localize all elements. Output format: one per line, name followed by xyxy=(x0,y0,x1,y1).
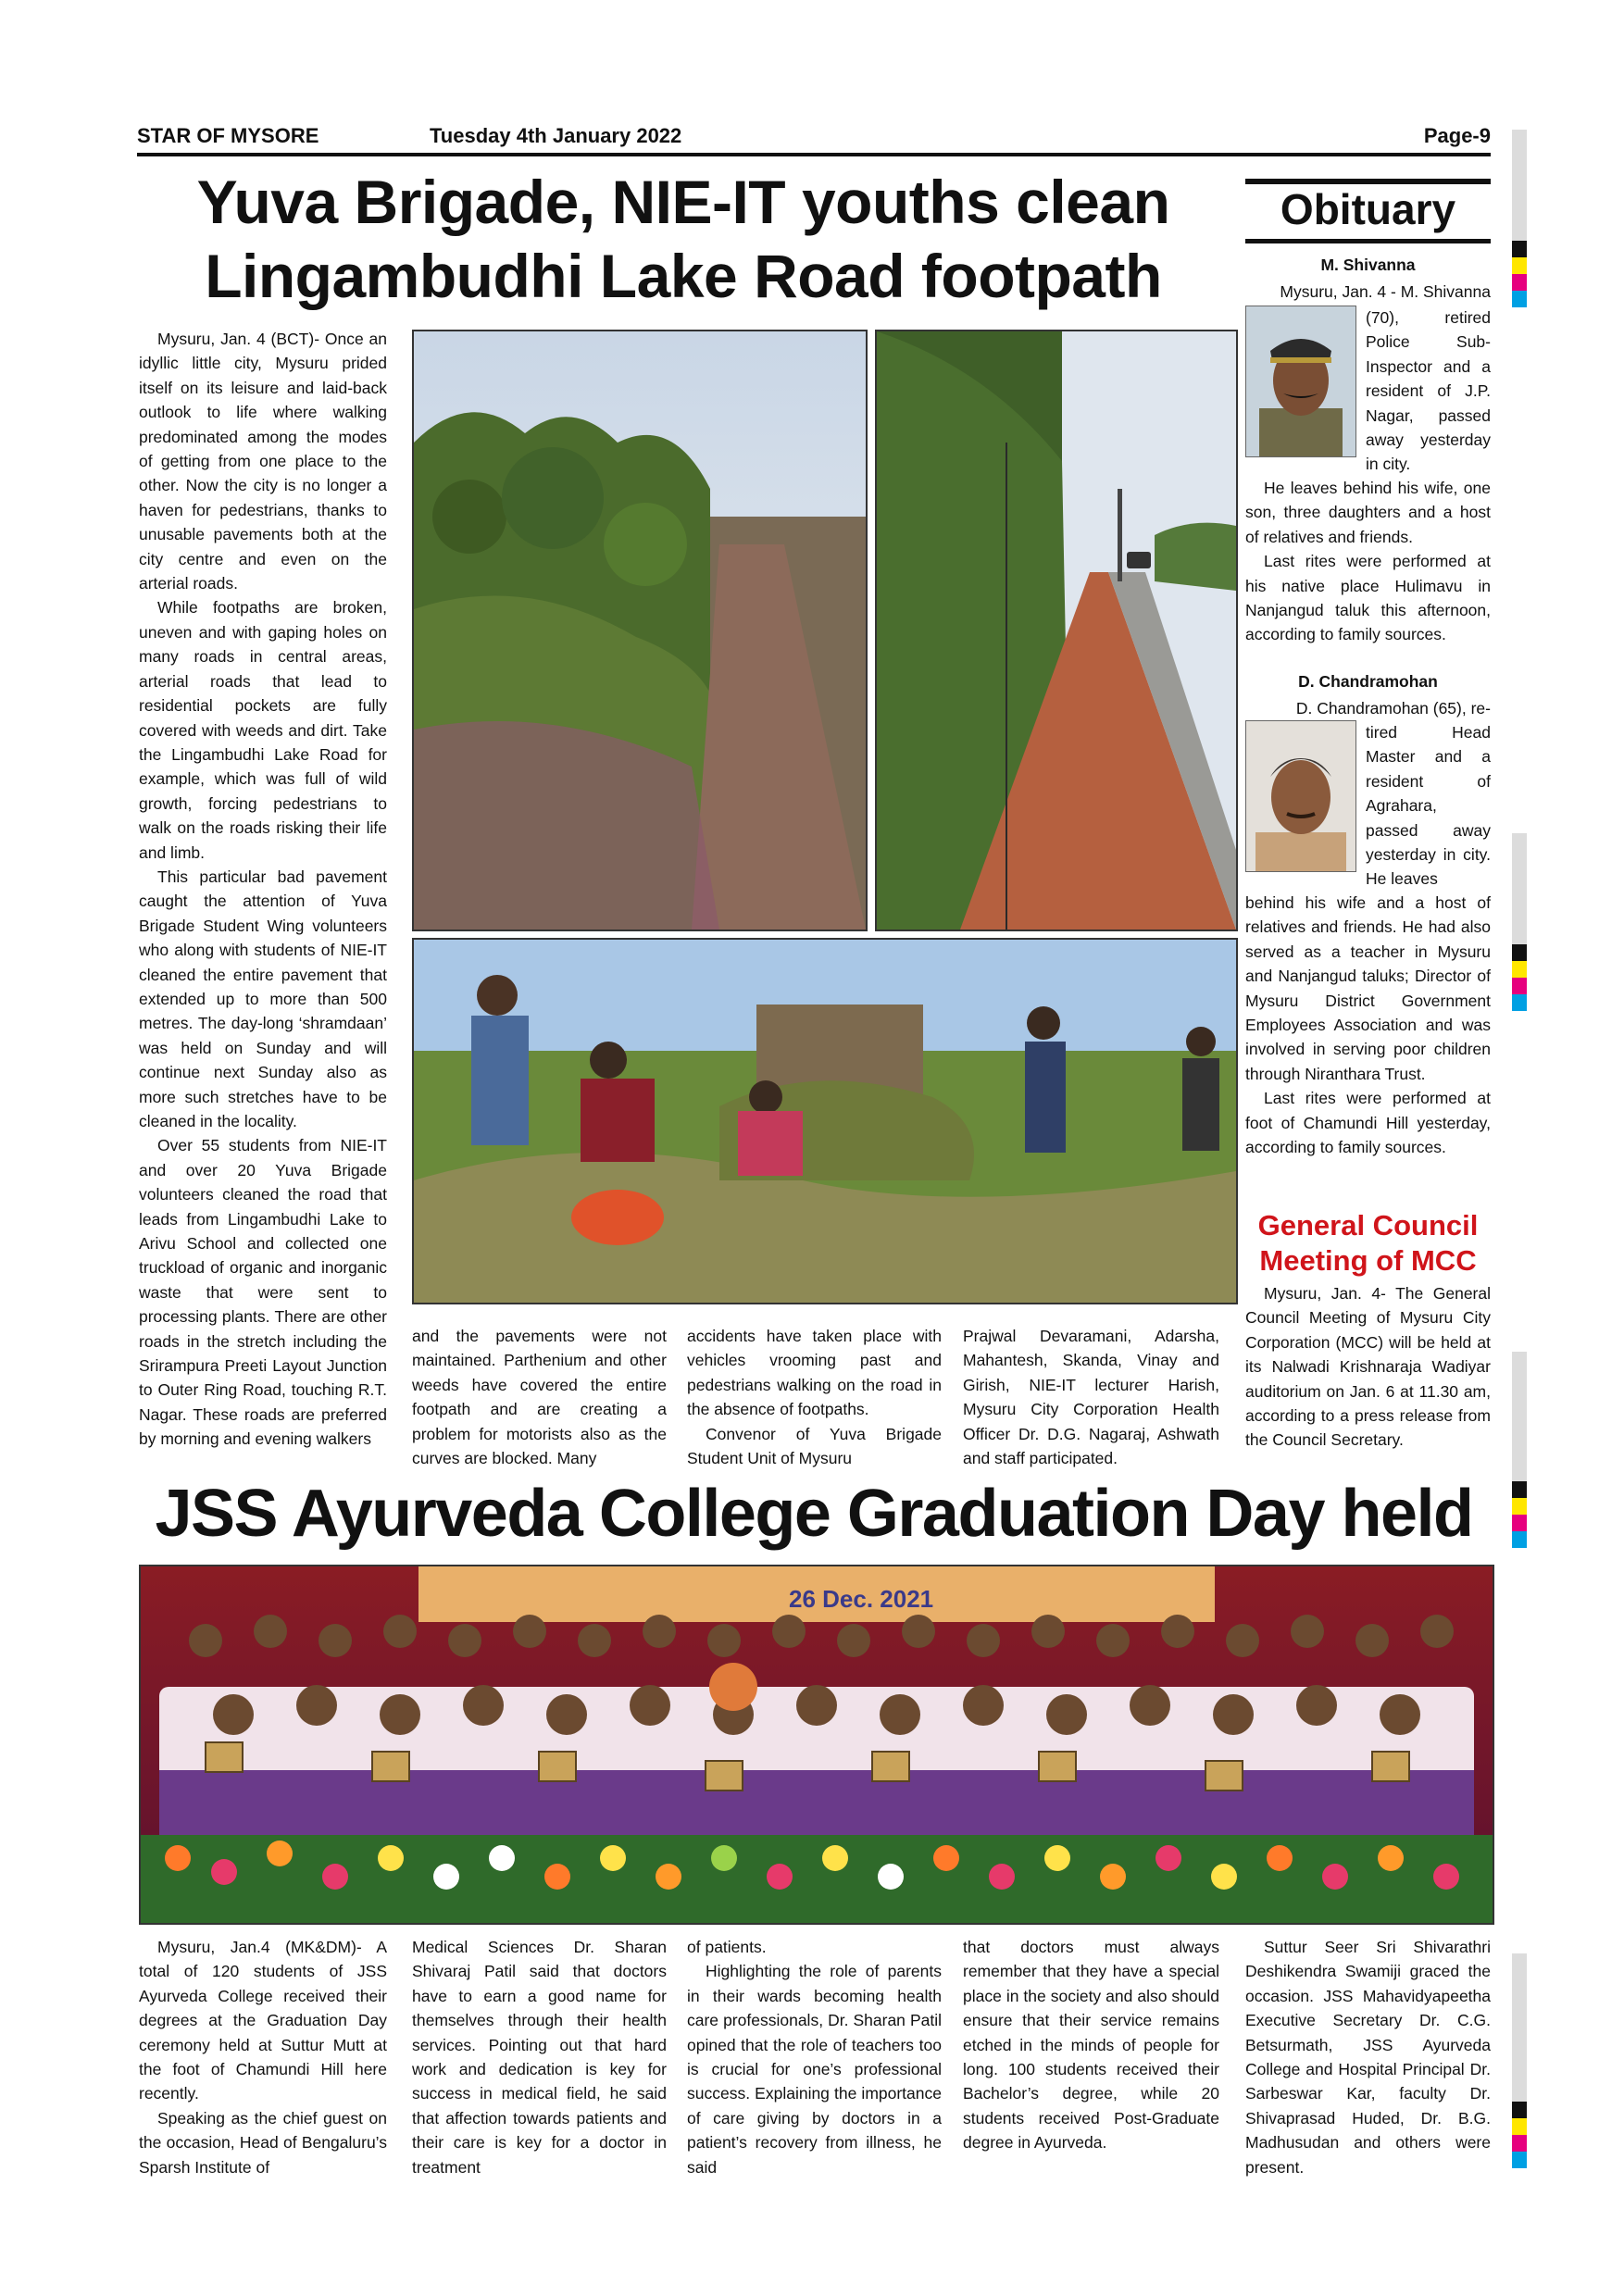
volunteers-cleaning-image xyxy=(414,940,1236,1303)
story2-column-1 xyxy=(139,1935,387,2179)
story1-paragraph: Prajwal Devaramani, Adarsha, Mahantesh, Skanda, Vinay and Girish, NIE-IT lecturer Harish, Mysuru City Corporation Health Officer Dr. D.G. Nagaraj, Ashwath and staff participated. xyxy=(963,1327,1219,1468)
registration-marks-1 xyxy=(1512,130,1527,307)
masthead xyxy=(137,120,1491,154)
notice-title: General Council Meeting of MCC xyxy=(1257,1209,1479,1277)
masthead-rule xyxy=(137,153,1491,156)
graduation-group-image xyxy=(141,1566,1493,1923)
story1-column-1 xyxy=(139,327,387,1452)
obituary-beside-2: tired Head Master and a resident of Agrahara, passed away yesterday in city. He leaves xyxy=(1366,723,1491,889)
story2-column-5 xyxy=(1245,1935,1491,2179)
story1-headline: Yuva Brigade, NIE-IT youths clean Lingambudhi Lake Road footpath xyxy=(196,168,1170,310)
story1-column-4 xyxy=(963,1324,1219,1470)
registration-marks-2 xyxy=(1512,833,1527,1011)
portrait-d-chandramohan xyxy=(1245,720,1356,872)
story2-column-2 xyxy=(412,1935,667,2179)
story2-column-4 xyxy=(963,1935,1219,2155)
banner-date-text: 26 Dec. 2021 xyxy=(789,1585,934,1613)
overgrown-footpath-image xyxy=(414,331,866,930)
portrait-m-shivanna xyxy=(1245,306,1356,457)
story2-paragraph: of patients. xyxy=(687,1938,767,1956)
story1-paragraph: This particular bad pavement caught the attention of Yuva Brigade Student Wing volunteers who along with students of NIE-IT cleaned the entire pavement that extended up to more than 500 metres. The day-long ‘shramdaan’ was held on Sunday and will continue next Sunday also as more such stretches have to be cleaned in the locality. xyxy=(139,867,387,1130)
obituary-text: Last rites were performed at his native place Hulimavu in Nanjangud taluk this afternoon, according to family sources. xyxy=(1245,552,1491,644)
obituary-rule-bottom xyxy=(1245,239,1491,243)
story2-paragraph: Mysuru, Jan.4 (MK&DM)- A total of 120 students of JSS Ayurveda College received their degrees at the Graduation Day ceremony held at Suttur Mutt at the foot of Chamundi Hill here recently. xyxy=(139,1938,387,2103)
story1-paragraph: accidents have taken place with vehicles vrooming past and pedestrians walking on the road in the absence of footpaths. xyxy=(687,1327,942,1419)
story1-paragraph: Over 55 students from NIE-IT and over 20 Yuva Brigade volunteers cleaned the road that leads from Lingambudhi Lake to Arivu School and collected one truckload of organic and inorganic waste that were sent to processing plants. There are other roads in the stretch including the Srirampura Preeti Layout Junction to Outer Ring Road, touching R.T. Nagar. These roads are preferred by morning and evening walkers xyxy=(139,1136,387,1449)
obituary-para-1b xyxy=(1245,476,1491,647)
obituary-text: He leaves behind his wife, one son, three daughters and a host of relatives and friends. xyxy=(1245,479,1491,546)
obituary-dateline-2: D. Chandramohan (65), re- xyxy=(1295,699,1491,718)
obituary-name-2: D. Chandramohan xyxy=(1298,672,1438,691)
photo-volunteers-cleaning xyxy=(412,938,1238,1304)
story2-headline: JSS Ayurveda College Graduation Day held xyxy=(155,1477,1473,1551)
page-number: Page-9 xyxy=(1423,124,1491,147)
obituary-text: behind his wife and a host of relatives and friends. He had also served as a teacher in Mysuru and Nanjangud taluks; Director of Mysuru District Government Employees Association and was involved in serving poor children through Niranthara Trust. xyxy=(1245,893,1491,1083)
issue-date: Tuesday 4th January 2022 xyxy=(430,124,682,147)
obituary-para-2b xyxy=(1245,891,1491,1159)
story1-column-3 xyxy=(687,1324,942,1470)
story1-column-2 xyxy=(412,1324,667,1470)
cleaned-footpath-image xyxy=(877,331,1236,930)
story2-paragraph: Medical Sciences Dr. Sharan Shivaraj Patil said that doctors have to earn a good name for themselves through their health services. Pointing out that hard work and dedication is key for success in medical field, he said that affection towards patients and their care is key for a doctor in treatment xyxy=(412,1938,667,2177)
obituary-dateline-1: Mysuru, Jan. 4 - M. Shivanna xyxy=(1280,282,1491,301)
story1-paragraph: While footpaths are broken, uneven and with gaping holes on many roads in central areas, arterial roads that lead to residential pockets are fully covered with weeds and dirt. Take the Lingambudhi Lake Road for example, which was full of wild growth, forcing pedestrians to walk on the roads risking their life and limb. xyxy=(139,598,387,862)
photo-graduation-group xyxy=(139,1565,1494,1925)
registration-marks-4 xyxy=(1512,1953,1527,2168)
obituary-title: Obituary xyxy=(1280,185,1456,233)
registration-marks-3 xyxy=(1512,1352,1527,1548)
notice-text: Mysuru, Jan. 4- The General Council Meeting of Mysuru City Corporation (MCC) will be held at its Nalwadi Krishnaraja Wadiyar auditorium on Jan. 6 at 11.30 am, according to a press release from the Council Secretary. xyxy=(1245,1284,1491,1450)
story2-paragraph: Speaking as the chief guest on the occasion, Head of Bengaluru’s Sparsh Institute of xyxy=(139,2108,387,2177)
story2-paragraph: Suttur Seer Sri Shivarathri Deshikendra Swamiji graced the occasion. JSS Mahavidyapeetha Executive Secretary Dr. C.G. Betsurmath, JSS Ayurveda College and Hospital Principal Dr. Sarbeswar Kar, faculty Dr. Shivaprasad Huded, Dr. B.G. Madhusudan and others were present. xyxy=(1245,1938,1491,2177)
photo-overgrown-footpath xyxy=(412,330,868,931)
obituary-name-1: M. Shivanna xyxy=(1320,256,1416,274)
story1-paragraph: Convenor of Yuva Brigade Student Unit of Mysuru xyxy=(687,1424,942,1468)
paper-name: STAR OF MYSORE xyxy=(137,124,319,147)
m-shivanna-photo xyxy=(1246,306,1355,456)
photo-cleaned-footpath xyxy=(875,330,1238,931)
story1-paragraph: Mysuru, Jan. 4 (BCT)- Once an idyllic little city, Mysuru prided itself on its leisure and laid-back outlook to life where walking predominated among the modes of getting from one place to the other. Now the city is no longer a haven for pedestrians, thanks to unusable pavements both at the city centre and even on the arterial roads. xyxy=(139,330,387,593)
obituary-beside-1: (70), retired Police Sub-Inspector and a resident of J.P. Nagar, passed away yesterday in city. xyxy=(1366,308,1491,474)
obituary-text: Last rites were performed at foot of Chamundi Hill yesterday, according to family sources. xyxy=(1245,1089,1491,1157)
d-chandramohan-photo xyxy=(1246,721,1355,871)
story2-column-3 xyxy=(687,1935,942,2179)
story2-paragraph: Highlighting the role of parents in their wards becoming health care professionals, Dr. Sharan Patil opined that the role of teachers too is crucial for one’s professional success. Explaining the importance of care giving by doctors in a patient’s recovery from illness, he said xyxy=(687,1962,942,2177)
story1-paragraph: and the pavements were not maintained. Parthenium and other weeds have covered the entire footpath and are creating a problem for motorists also as the curves are blocked. Many xyxy=(412,1327,667,1468)
story2-paragraph: that doctors must always remember that they have a special place in the society and also should ensure that their service remains etched in the minds of people for long. 100 students received their Bachelor’s degree, while 20 students received Post-Graduate degree in Ayurveda. xyxy=(963,1938,1219,2152)
